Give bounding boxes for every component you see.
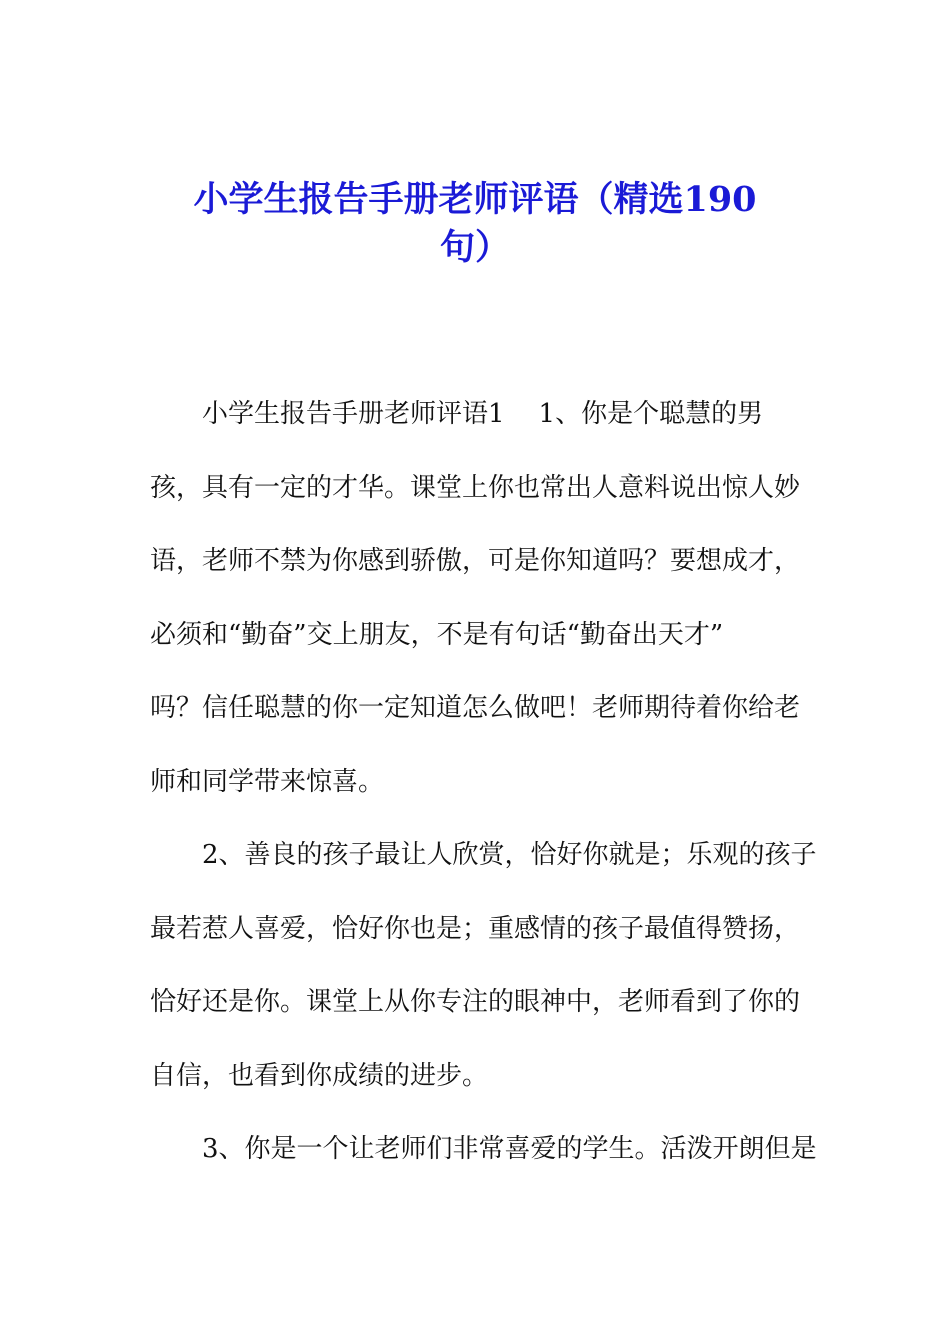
paragraph-text: 1、你是个聪慧的男 — [538, 399, 764, 429]
paragraph-line: 师和同学带来惊喜。 — [150, 766, 385, 797]
paragraph-line: 3、你是一个让老师们非常喜爱的学生。活泼开朗但是 — [202, 1134, 817, 1164]
document-body — [150, 378, 817, 1187]
paragraph-line: 必须和“勤奋”交上朋友，不是有句话“勤奋出天才” — [150, 619, 724, 650]
paragraph-line: 自信，也看到你成绩的进步。 — [150, 1060, 489, 1091]
title-line-1: 小学生报告手册老师评语（精选190 — [193, 179, 757, 220]
document-title — [150, 176, 800, 272]
title-line-2: 句） — [439, 227, 510, 268]
paragraph-line: 恰好还是你。课堂上从你专注的眼神中，老师看到了你的 — [150, 987, 801, 1017]
paragraph-line: 2、善良的孩子最让人欣赏，恰好你就是；乐观的孩子 — [202, 840, 817, 870]
section-heading: 小学生报告手册老师评语1 — [202, 399, 505, 429]
paragraph-line — [150, 378, 805, 452]
paragraph-line: 语，老师不禁为你感到骄傲，可是你知道吗？要想成才， — [150, 546, 801, 576]
paragraph-line: 吗？信任聪慧的你一定知道怎么做吧！老师期待着你给老 — [150, 693, 801, 723]
paragraph-line: 孩，具有一定的才华。课堂上你也常出人意料说出惊人妙 — [150, 472, 801, 503]
paragraph-line: 最若惹人喜爱，恰好你也是；重感情的孩子最值得赞扬， — [150, 913, 801, 944]
